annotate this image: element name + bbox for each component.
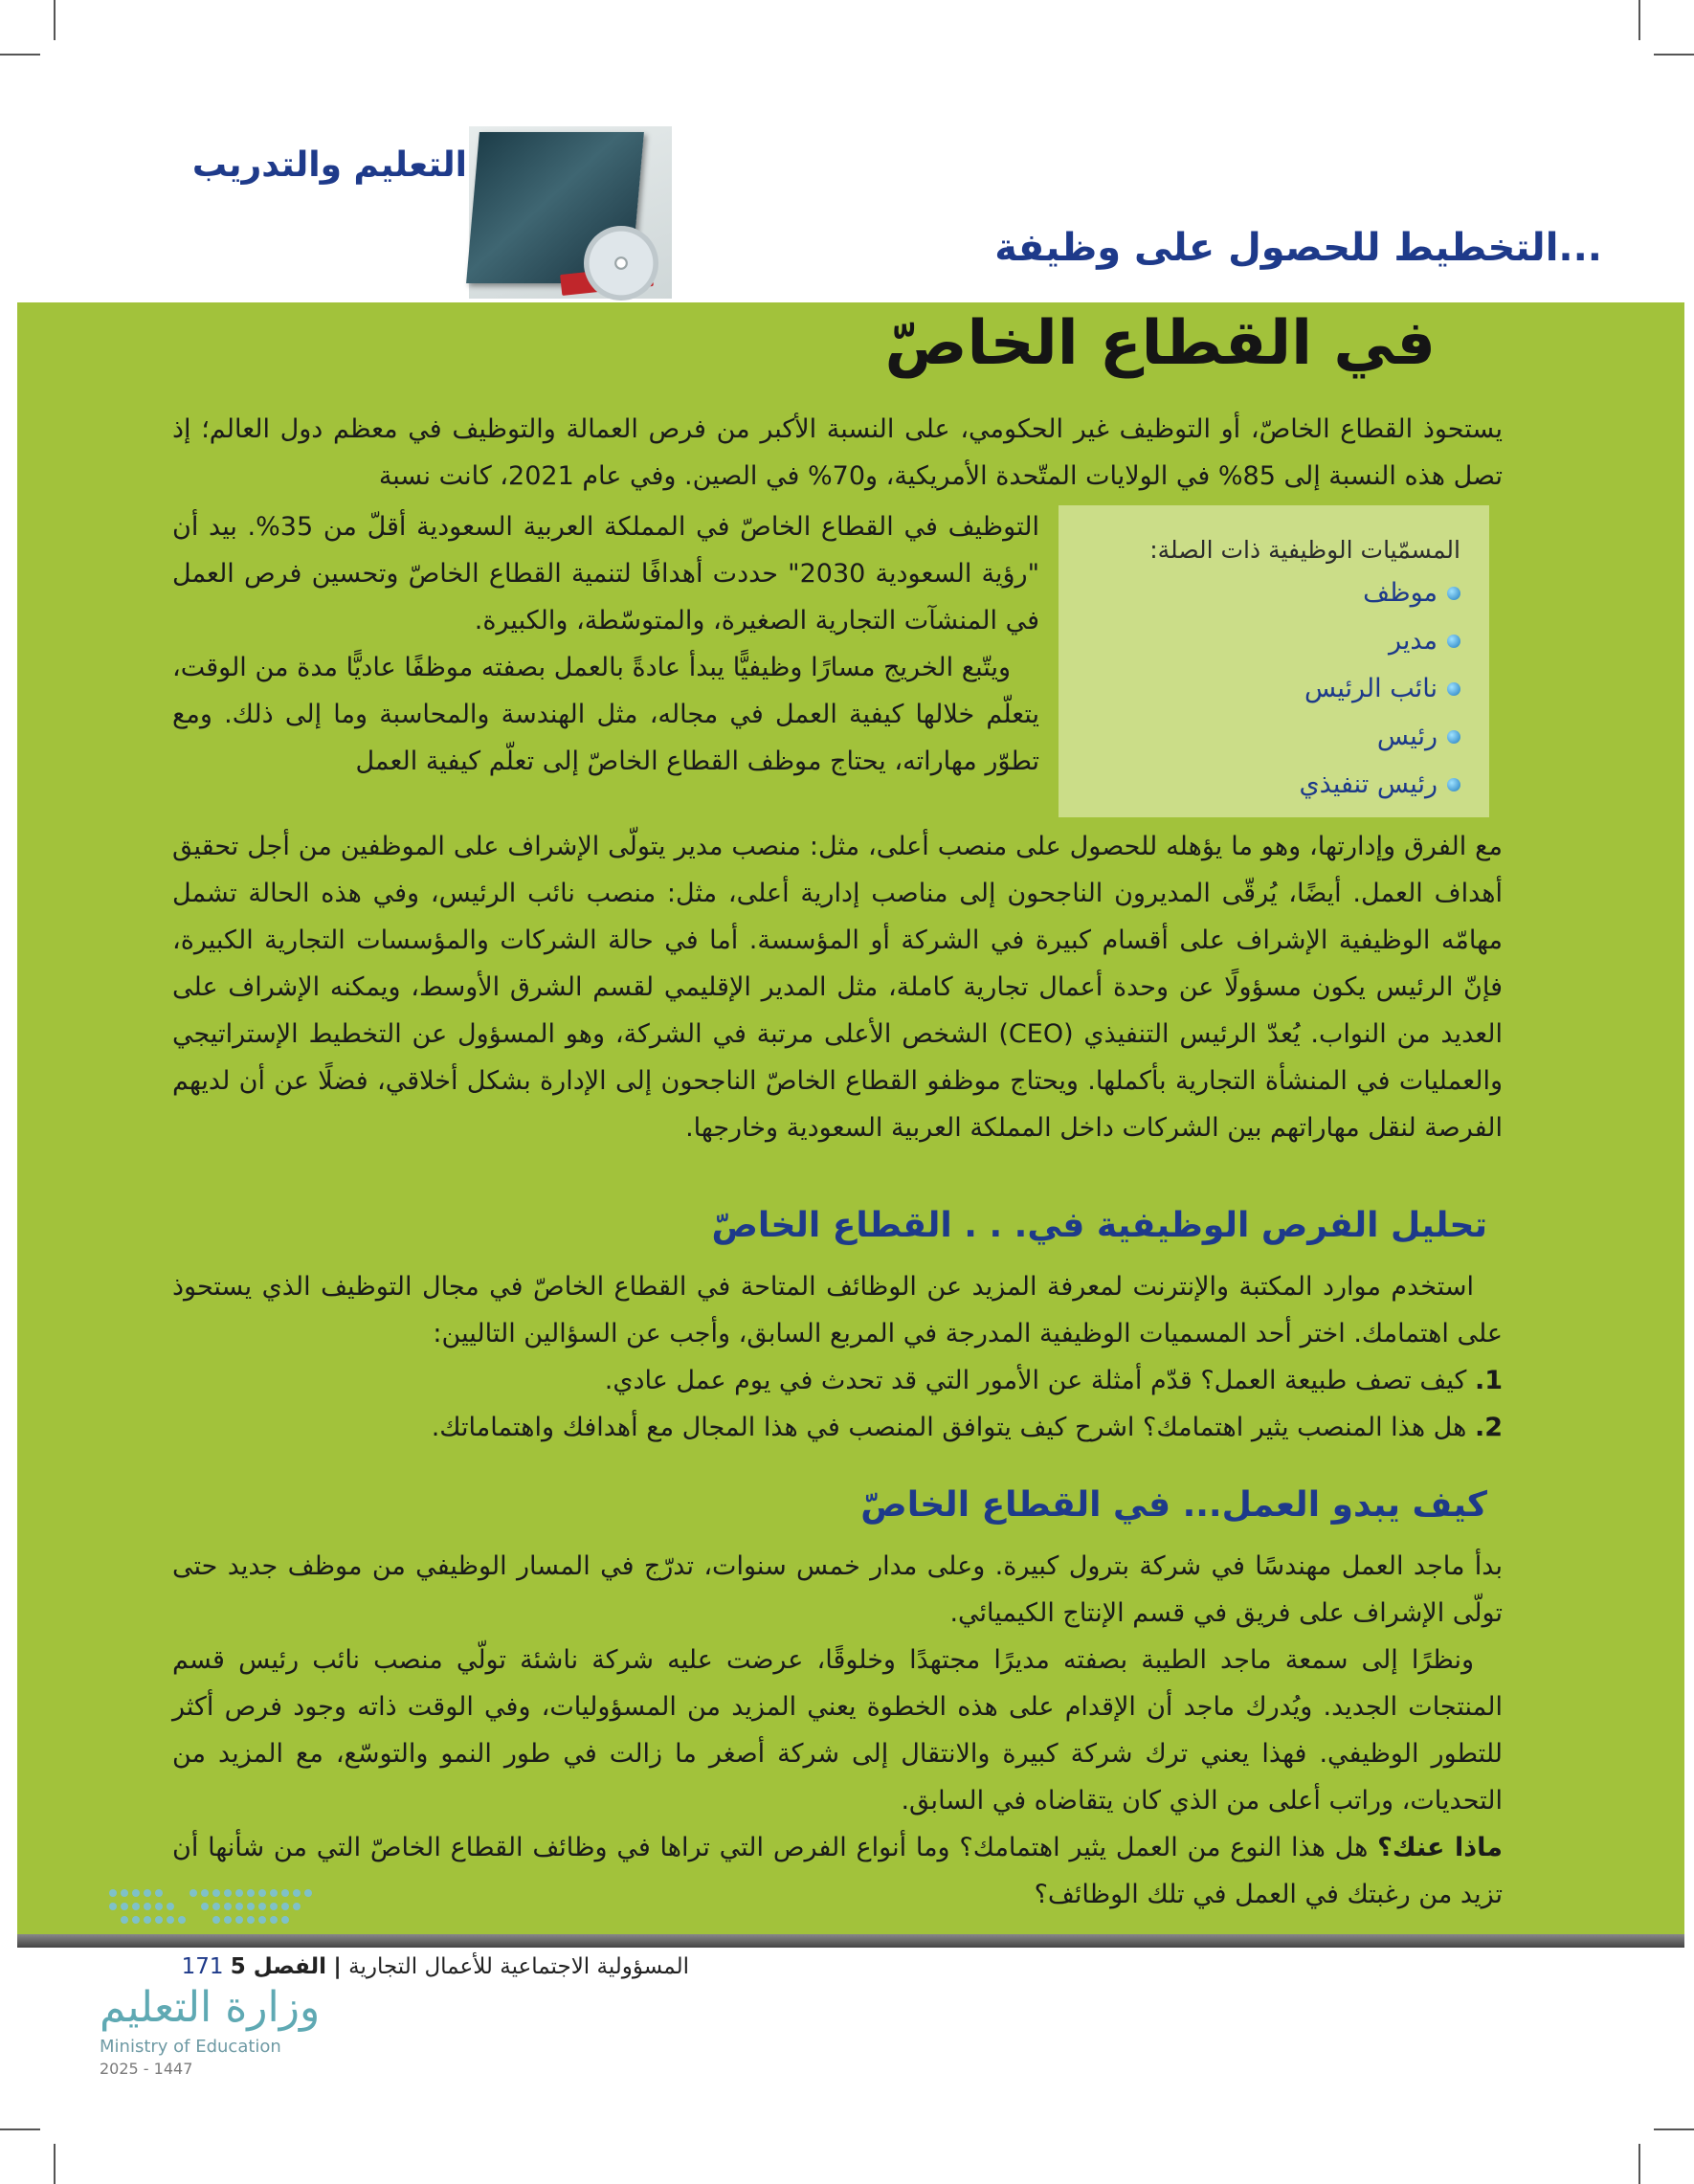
job-titles-box <box>1059 505 1489 817</box>
analysis-heading: تحليل الفرص الوظيفية في. . . القطاع الخاصّ <box>711 1206 1487 1245</box>
chapter-label: الفصل 5 <box>230 1954 327 1979</box>
list-item: رئيس تنفيذي <box>1087 761 1460 809</box>
work-example-heading: كيف يبدو العمل... في القطاع الخاصّ <box>860 1485 1487 1525</box>
wrap-paragraph-1: التوظيف في القطاع الخاصّ في المملكة العربية السعودية أقلّ من 35%. بيد أن "رؤية السعودية 2030" حددت أهدافًا لتنمية القطاع الخاصّ وتحسين فرص العمل في المنشآت التجارية الصغيرة، والمتوسّطة، والكبيرة. <box>172 512 1040 635</box>
wrap-column <box>172 503 1039 823</box>
crop-mark <box>1638 2144 1640 2184</box>
question-list <box>172 1357 1503 1451</box>
bullet-icon <box>1447 587 1460 600</box>
analysis-section <box>172 1263 1503 1464</box>
wrap-paragraph-2: ويتّبع الخريج مسارًا وظيفيًّا يبدأ عادةً بالعمل بصفته موظفًا عاديًّا مدة من الوقت، يتعلّم خلالها كيفية العمل في مجاله، مثل الهندسة والمحاسبة وما إلى ذلك. ومع تطوّر مهاراته، يحتاج موظف القطاع الخاصّ إلى تعلّم كيفية العمل <box>172 653 1039 776</box>
page-footer <box>182 1954 689 1979</box>
footer-separator: | <box>333 1954 342 1979</box>
section-label: التعليم والتدريب <box>191 145 467 185</box>
bullet-icon <box>1447 682 1460 696</box>
work-example-section <box>172 1543 1503 1926</box>
list-item: موظف <box>1087 569 1460 617</box>
work-example-paragraph-2: ونظرًا إلى سمعة ماجد الطيبة بصفته مديرًا مجتهدًا وخلوقًا، عرضت عليه شركة ناشئة تولّي منصب نائب رئيس قسم المنتجات الجديد. ويُدرك ماجد أن الإقدام على هذه الخطوة يعني المزيد من المسؤوليات، وفي الوقت ذاته وجود فرص أكثر للتطور الوظيفي. فهذا يعني ترك شركة كبيرة والانتقال إلى شركة أصغر ما زالت في طور النمو والتوسّع، مع المزيد من التحديات، وراتب أعلى من الذي كان يتقاضاه في السابق. <box>172 1645 1503 1816</box>
job-titles-heading: المسمّيات الوظيفية ذات الصلة: <box>1149 536 1460 564</box>
bullet-icon <box>1447 778 1460 791</box>
list-item: 2. هل هذا المنصب يثير اهتمامك؟ اشرح كيف يتوافق المنصب في هذا المجال مع أهدافك واهتماماتك. <box>431 1413 1503 1442</box>
crop-mark <box>0 54 40 56</box>
crop-mark <box>1638 0 1640 40</box>
bullet-icon <box>1447 635 1460 648</box>
crop-mark <box>54 2144 56 2184</box>
career-path-paragraph <box>172 823 1503 1196</box>
edition-year: 2025 - 1447 <box>100 2060 193 2078</box>
intro-text: يستحوذ القطاع الخاصّ، أو التوظيف غير الحكومي، على النسبة الأكبر من فرص العمالة والتوظيف في معظم دول العالم؛ إذ تصل هذه النسبة إلى 85% في الولايات المتّحدة الأمريكية، و70% في الصين. وفي عام 2021، كانت نسبة <box>172 414 1503 491</box>
crop-mark <box>1654 2128 1694 2130</box>
page-title: في القطاع الخاصّ <box>884 308 1436 379</box>
work-example-paragraph-1: بدأ ماجد العمل مهندسًا في شركة بترول كبيرة. وعلى مدار خمس سنوات، تدرّج في المسار الوظيفي من موظف جديد حتى تولّى الإشراف على فريق في قسم الإنتاج الكيميائي. <box>172 1551 1503 1628</box>
crop-mark <box>1654 54 1694 56</box>
book-title: المسؤولية الاجتماعية للأعمال التجارية <box>348 1954 689 1979</box>
page-number: 171 <box>181 1954 224 1979</box>
list-item: رئيس <box>1087 713 1460 761</box>
bullet-icon <box>1447 730 1460 744</box>
career-path-text: مع الفرق وإدارتها، وهو ما يؤهله للحصول على منصب أعلى، مثل: منصب مدير يتولّى الإشراف على الموظفين من أجل تحقيق أهداف العمل. أيضًا، يُرقّى المديرون الناجحون إلى مناصب إدارية أعلى، مثل: منصب نائب الرئيس، وفي هذه الحالة تشمل مهامّه الوظيفية الإشراف على أقسام كبيرة في الشركة أو المؤسسة. أما في حالة الشركات والمؤسسات التجارية الكبيرة، فإنّ الرئيس يكون مسؤولًا عن وحدة أعمال تجارية كاملة، مثل المدير الإقليمي لقسم الشرق الأوسط، ويمكنه الإشراف على العديد من النواب. يُعدّ الرئيس التنفيذي (CEO) الشخص الأعلى مرتبة في الشركة، وهو المسؤول عن التخطيط الإستراتيجي والعمليات في المنشأة التجارية بأكملها. ويحتاج موظفو القطاع الخاصّ الناجحون إلى الإدارة بشكل أخلاقي، فضلًا عن أن لديهم الفرصة لنقل مهاراتهم بين الشركات داخل المملكة العربية السعودية وخارجها. <box>172 832 1503 1143</box>
analysis-paragraph: استخدم موارد المكتبة والإنترنت لمعرفة المزيد عن الوظائف المتاحة في القطاع الخاصّ في مجال التوظيف الذي يستحوذ على اهتمامك. اختر أحد المسميات الوظيفية المدرجة في المربع السابق، وأجب عن السؤالين التاليين: <box>172 1272 1503 1348</box>
ministry-name-english: Ministry of Education <box>100 2037 281 2057</box>
page-subtitle: التخطيط للحصول على وظيفة... <box>994 226 1602 270</box>
list-item: مدير <box>1087 617 1460 665</box>
ministry-logo-icon <box>105 1883 316 1941</box>
intro-paragraph <box>172 406 1503 500</box>
list-item: نائب الرئيس <box>1087 665 1460 713</box>
reflection-question: ماذا عنك؟ هل هذا النوع من العمل يثير اهتمامك؟ وما أنواع الفرص التي تراها في وظائف القطاع الخاصّ التي من شأنها أن تزيد من رغبتك في العمل في تلك الوظائف؟ <box>172 1833 1503 1909</box>
book-and-disc-image <box>469 126 672 299</box>
crop-mark <box>54 0 56 40</box>
ministry-name-arabic: وزارة التعليم <box>100 1983 321 2032</box>
job-titles-list <box>1087 569 1460 809</box>
list-item: 1. كيف تصف طبيعة العمل؟ قدّم أمثلة عن الأمور التي قد تحدث في يوم عمل عادي. <box>604 1366 1503 1395</box>
crop-mark <box>0 2128 40 2130</box>
